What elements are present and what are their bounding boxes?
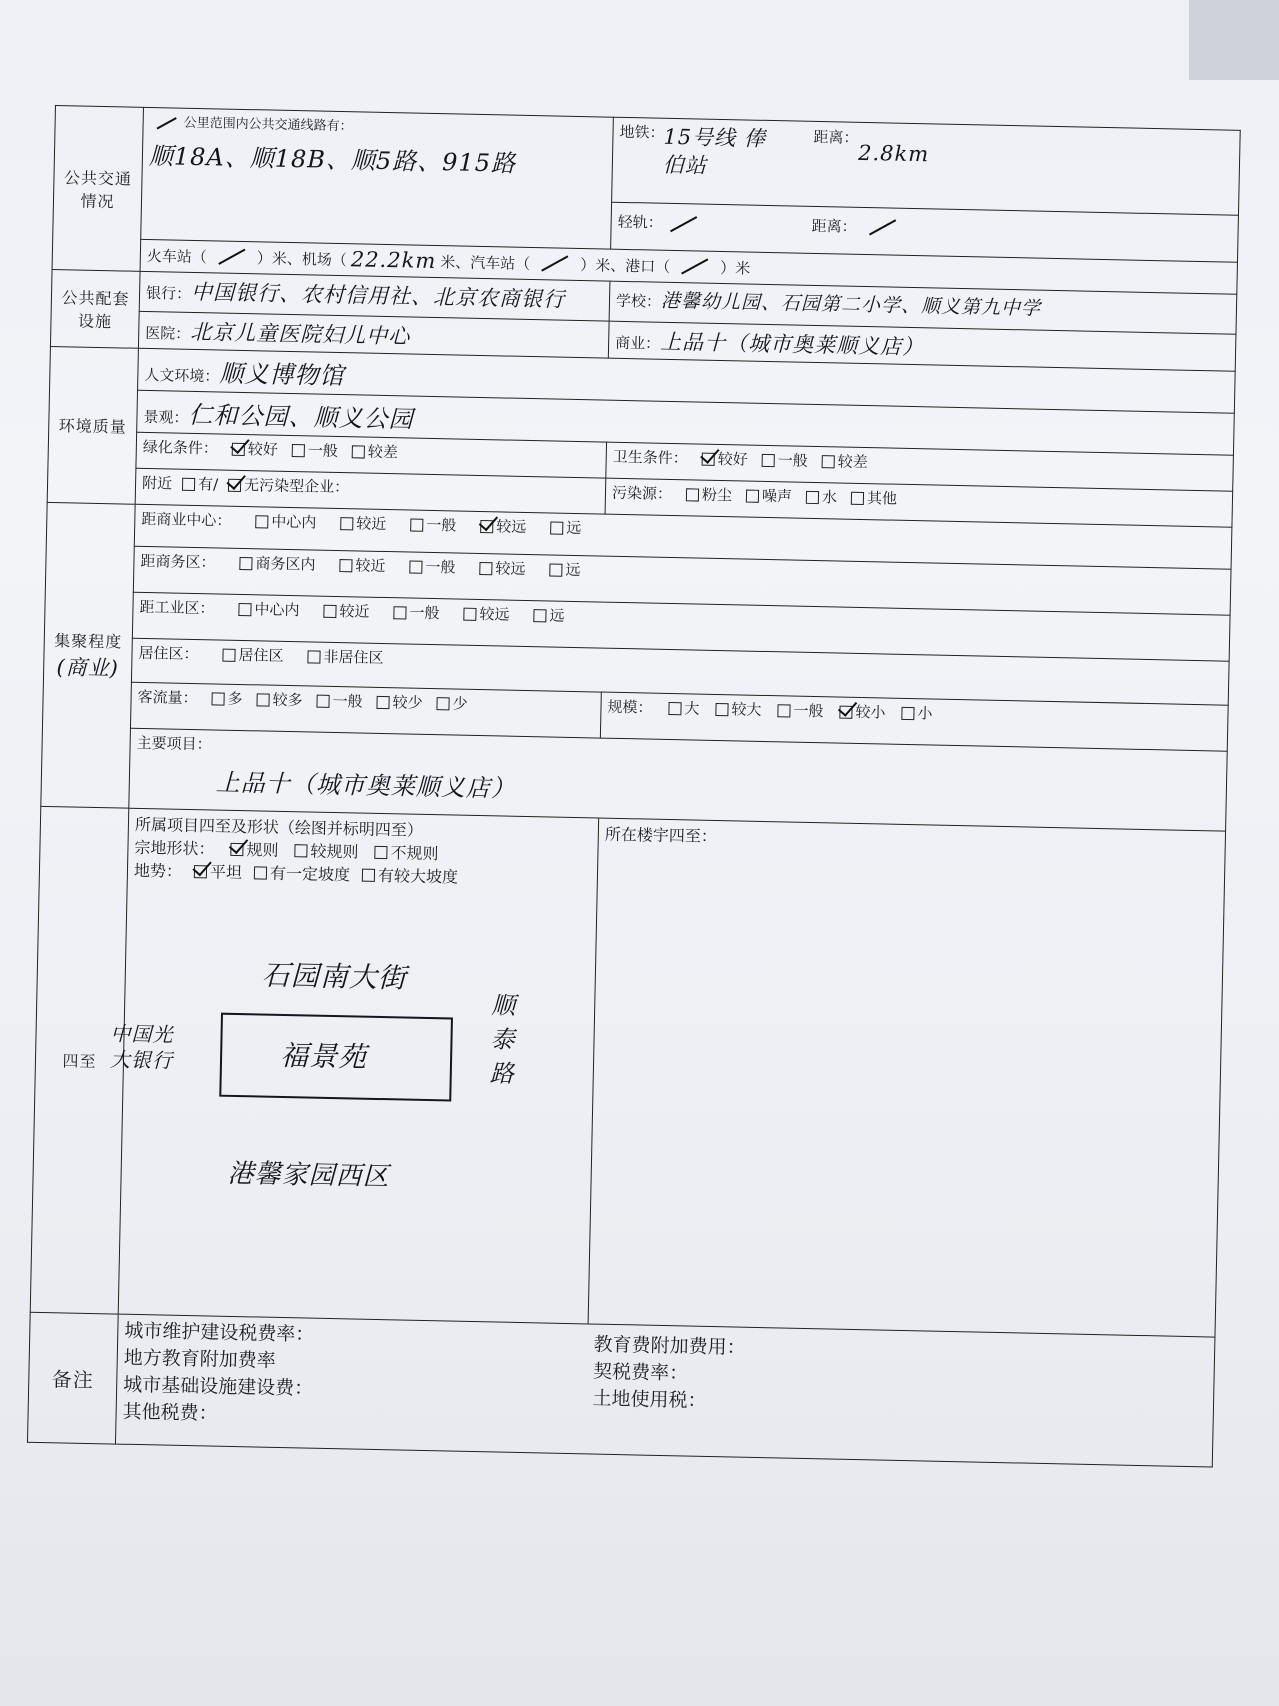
checkbox[interactable]	[777, 704, 790, 717]
commercial-option-1[interactable]	[255, 510, 316, 532]
hygiene-label: 卫生条件：	[612, 447, 688, 468]
checkbox[interactable]	[238, 603, 251, 616]
industrial-label: 距工业区：	[139, 597, 215, 618]
main-project-value: 上品十（城市奥莱顺义店）	[215, 768, 517, 803]
nearby-option-yes[interactable]	[182, 473, 218, 495]
checkbox-checked[interactable]	[480, 520, 493, 533]
blank-slash-mark	[869, 219, 896, 235]
business-option-2[interactable]	[339, 554, 385, 576]
option-label: 较小	[855, 702, 886, 722]
option-label: 较大	[731, 700, 762, 719]
checkbox[interactable]	[668, 702, 681, 715]
checkbox[interactable]	[715, 703, 728, 716]
option-label: 中心内	[271, 512, 317, 532]
train-label: 火车站（	[146, 246, 208, 266]
option-label: 粉尘	[701, 485, 733, 505]
west-boundary: 中国光大银行	[109, 1021, 174, 1073]
checkbox[interactable]	[550, 521, 563, 534]
traffic-option-2[interactable]	[256, 688, 302, 710]
checkbox[interactable]	[339, 559, 352, 572]
commercial-option-2[interactable]	[340, 512, 386, 534]
pollution-option-water[interactable]	[806, 486, 837, 508]
shape-option-irregular[interactable]	[374, 840, 438, 864]
industrial-option-1[interactable]	[238, 598, 299, 620]
option-label: 有一定坡度	[269, 863, 351, 885]
fee-local-education: 地方教育附加费率	[123, 1346, 276, 1372]
checkbox[interactable]	[463, 608, 476, 621]
industrial-option-4[interactable]	[463, 603, 509, 625]
checkbox[interactable]	[686, 488, 699, 501]
option-label: 居住区	[238, 645, 284, 665]
section-remarks	[27, 1312, 118, 1444]
project-boundary-label: 所属项目四至及形状（绘图并标明四至）	[134, 814, 424, 840]
metro-label: 地铁：	[619, 122, 665, 142]
main-project-label: 主要项目：	[136, 733, 212, 754]
checkbox[interactable]	[479, 562, 492, 575]
industrial-option-2[interactable]	[323, 600, 369, 622]
option-label: 环境质量	[58, 416, 127, 437]
metro-value: 15号线 俸伯站	[662, 124, 767, 178]
option-label: 公共交通情况	[63, 167, 133, 211]
survey-table	[27, 105, 1241, 1468]
pollution-label: 污染源：	[611, 483, 673, 504]
checkbox[interactable]	[340, 517, 353, 530]
greening-option-average[interactable]	[292, 439, 338, 461]
hospital-value: 北京儿童医院妇儿中心	[190, 319, 411, 349]
checkbox-checked[interactable]	[232, 443, 245, 456]
checkbox-checked[interactable]	[228, 479, 241, 492]
option-label: 非居住区	[323, 647, 384, 667]
pollution-option-noise[interactable]	[746, 485, 792, 507]
bank-label: 银行：	[145, 283, 192, 303]
light-rail-label: 轻轨：	[617, 212, 663, 232]
hygiene-option-good[interactable]	[702, 448, 748, 470]
checkbox[interactable]	[436, 697, 449, 710]
traffic-option-4[interactable]	[376, 691, 422, 713]
option-label: 远	[565, 560, 581, 580]
metro-distance-value: 2.8km	[857, 140, 930, 167]
option-label: 备注	[51, 1367, 95, 1393]
bank-value: 中国银行、农村信用社、北京农商银行	[190, 279, 566, 312]
hygiene-option-average[interactable]	[762, 449, 808, 471]
business-option-5[interactable]	[549, 558, 580, 580]
option-label: 一般	[793, 701, 824, 721]
option-label: 一般	[426, 515, 457, 535]
option-label: 较规则	[310, 841, 359, 862]
checkbox[interactable]	[746, 490, 759, 503]
fee-deed-tax: 契税费率：	[592, 1360, 689, 1385]
shape-label: 宗地形状：	[134, 837, 215, 859]
residential-option-1[interactable]	[222, 644, 283, 666]
hygiene-option-poor[interactable]	[822, 450, 868, 472]
checkbox[interactable]	[211, 692, 224, 705]
scale-option-3[interactable]	[777, 699, 823, 721]
option-label: 不规则	[390, 843, 439, 864]
option-label: 较近	[355, 556, 386, 576]
section-facilities	[50, 269, 140, 348]
option-label: 四至	[62, 1051, 97, 1072]
terrain-option-slope[interactable]	[254, 860, 350, 885]
checkbox[interactable]	[239, 557, 252, 570]
checkbox[interactable]	[762, 454, 775, 467]
fee-city-maintenance: 城市维护建设税费率：	[124, 1319, 315, 1346]
option-label: 水	[821, 488, 838, 507]
option-label: 远	[566, 518, 582, 538]
option-label: 较远	[496, 517, 527, 536]
option-label: 较差	[837, 452, 868, 472]
remarks-left-cell	[115, 1314, 588, 1454]
blank-slash-mark	[682, 258, 709, 274]
option-label: 远	[549, 606, 565, 625]
greening-label: 绿化条件：	[142, 437, 219, 458]
checkbox[interactable]	[409, 561, 422, 574]
commercial-option-4[interactable]	[480, 515, 526, 537]
checkbox[interactable]	[806, 491, 819, 504]
checkbox[interactable]	[362, 869, 375, 882]
commerce-label: 商业：	[614, 333, 661, 353]
pollution-option-other[interactable]	[851, 487, 897, 509]
bus-label: 公里范围内公共交通线路有：	[183, 115, 353, 135]
east-boundary: 顺泰路	[489, 991, 517, 1088]
option-label: 较远	[479, 605, 510, 624]
checkbox[interactable]	[307, 650, 320, 663]
scale-label: 规模：	[607, 697, 653, 717]
checkbox[interactable]	[323, 605, 336, 618]
train-unit: ）米、机场（	[256, 248, 348, 269]
fee-land-use-tax: 土地使用税：	[592, 1387, 707, 1412]
building-boundary-label: 所在楼宇四至：	[604, 824, 718, 847]
boundary-sketch	[109, 881, 591, 1320]
checkbox-checked[interactable]	[702, 453, 715, 466]
terrain-option-steep[interactable]	[362, 863, 458, 888]
business-label: 距商务区：	[140, 551, 216, 572]
hospital-label: 医院：	[145, 323, 191, 343]
option-label: 较多	[272, 690, 303, 710]
nearby-option-none[interactable]	[228, 474, 349, 498]
checkbox[interactable]	[901, 707, 914, 720]
option-label: 无污染型企业：	[243, 476, 350, 497]
scale-option-4[interactable]	[839, 701, 885, 723]
checkbox[interactable]	[376, 696, 389, 709]
south-boundary: 港馨家园西区	[227, 1158, 390, 1193]
remarks-right-cell	[585, 1324, 1215, 1467]
option-label: 较好	[247, 440, 279, 459]
checkbox[interactable]	[822, 455, 835, 468]
checkbox[interactable]	[533, 609, 546, 622]
checkbox[interactable]	[393, 606, 406, 619]
option-label: 一般	[409, 603, 440, 623]
section-transport	[52, 106, 143, 272]
checkbox[interactable]	[352, 445, 365, 458]
option-label: 一般	[332, 691, 363, 711]
industrial-option-3[interactable]	[393, 601, 439, 623]
project-sketch-cell	[109, 808, 598, 1324]
checkbox[interactable]	[292, 444, 305, 457]
option-label: 小	[917, 704, 933, 723]
commercial-label: 距商业中心：	[141, 509, 232, 530]
commercial-option-3[interactable]	[410, 514, 456, 536]
school-label: 学校：	[615, 291, 662, 311]
option-label: 较好	[717, 449, 748, 469]
bus-lines-value: 顺18A、顺18B、顺5路、915路	[148, 141, 517, 178]
option-label: 多	[227, 689, 243, 709]
fee-infrastructure: 城市基础设施建设费：	[122, 1373, 314, 1400]
commerce-value: 上品十（城市奥莱顺义店）	[659, 329, 925, 360]
traffic-option-5[interactable]	[436, 692, 467, 714]
metro-distance-label: 距离：	[813, 127, 859, 147]
checkbox-checked[interactable]	[230, 843, 243, 856]
option-label: 商务区内	[255, 554, 316, 574]
section-agglomeration-note: (商业)	[56, 655, 120, 681]
nearby-label: 附近	[141, 473, 173, 493]
business-option-3[interactable]	[409, 556, 455, 578]
option-label: 少	[452, 694, 468, 713]
building-boundary-cell	[588, 818, 1225, 1337]
residential-option-2[interactable]	[307, 645, 383, 668]
fee-other: 其他税费：	[122, 1400, 218, 1425]
greening-option-good[interactable]	[232, 438, 278, 460]
option-label: 较近	[339, 602, 370, 621]
residential-label: 居住区：	[138, 643, 199, 664]
checkbox[interactable]	[182, 478, 195, 491]
fee-education-surcharge: 教育费附加费用：	[593, 1333, 746, 1359]
checkbox-checked[interactable]	[194, 865, 207, 878]
checkbox[interactable]	[294, 844, 307, 857]
shape-option-fairly-regular[interactable]	[294, 838, 358, 862]
industrial-option-5[interactable]	[533, 604, 564, 626]
light-rail-distance-label: 距离：	[811, 216, 857, 236]
bus-station-unit: ）米、港口（	[580, 255, 671, 276]
blank-slash-mark	[157, 117, 177, 129]
culture-label: 人文环境：	[144, 365, 220, 386]
checkbox-checked[interactable]	[839, 706, 852, 719]
option-label: 大	[684, 699, 700, 718]
blank-slash-mark	[218, 249, 245, 265]
landscape-label: 景观：	[143, 407, 189, 427]
blank-slash-mark	[542, 255, 569, 271]
commercial-option-5[interactable]	[550, 516, 581, 538]
option-label: 噪声	[761, 486, 793, 506]
shape-option-regular[interactable]	[230, 837, 278, 861]
option-label: 有/	[197, 475, 219, 494]
option-label: 较远	[495, 559, 526, 578]
scale-option-2[interactable]	[715, 698, 761, 720]
underlying-page-corner	[1189, 0, 1279, 80]
checkbox[interactable]	[256, 693, 269, 706]
option-label: 有较大坡度	[377, 865, 459, 887]
bus-lines-cell	[141, 107, 614, 249]
option-label: 其他	[866, 489, 898, 508]
culture-value: 顺义博物馆	[219, 359, 345, 391]
checkbox[interactable]	[549, 563, 562, 576]
survey-form	[24, 105, 1239, 1589]
option-label: 公共配套设施	[61, 288, 130, 332]
checkbox[interactable]	[255, 515, 268, 528]
scale-option-1[interactable]	[668, 697, 699, 719]
traffic-label: 客流量：	[137, 687, 198, 708]
option-label: 一般	[777, 451, 808, 470]
section-agglomeration	[41, 502, 135, 808]
pollution-option-dust[interactable]	[686, 483, 732, 505]
option-label: 较近	[356, 514, 387, 534]
port-unit: ）米	[720, 258, 751, 278]
checkbox[interactable]	[222, 649, 235, 662]
section-environment	[47, 346, 138, 504]
option-label: 较少	[392, 693, 423, 712]
north-boundary: 石园南大街	[261, 958, 408, 995]
blank-slash-mark	[670, 216, 697, 232]
checkbox[interactable]	[374, 846, 387, 859]
checkbox[interactable]	[851, 492, 864, 505]
checkbox[interactable]	[410, 519, 423, 532]
landscape-value: 仁和公园、顺义公园	[188, 400, 414, 434]
option-label: 中心内	[254, 600, 300, 620]
metro-cell	[611, 117, 1241, 262]
scale-option-5[interactable]	[901, 702, 932, 724]
checkbox[interactable]	[254, 866, 267, 879]
option-label: 一般	[307, 441, 339, 460]
option-label: 一般	[425, 557, 456, 577]
airport-value: 22.2km	[350, 247, 437, 274]
school-value: 港馨幼儿园、石园第二小学、顺义第九中学	[660, 289, 1042, 320]
traffic-option-3[interactable]	[316, 690, 362, 712]
option-label: 较差	[367, 442, 399, 462]
business-option-1[interactable]	[239, 552, 315, 575]
greening-option-poor[interactable]	[352, 440, 398, 462]
checkbox[interactable]	[316, 695, 329, 708]
traffic-option-1[interactable]	[211, 687, 242, 709]
terrain-label: 地势：	[133, 860, 183, 881]
option-label: 平坦	[209, 862, 243, 883]
airport-unit: 米、汽车站（	[440, 252, 531, 273]
option-label: 集聚程度	[54, 631, 123, 652]
terrain-option-flat[interactable]	[194, 859, 242, 883]
option-label: 规则	[246, 840, 279, 860]
business-option-4[interactable]	[479, 557, 525, 579]
site-name: 福景苑	[279, 1038, 368, 1074]
